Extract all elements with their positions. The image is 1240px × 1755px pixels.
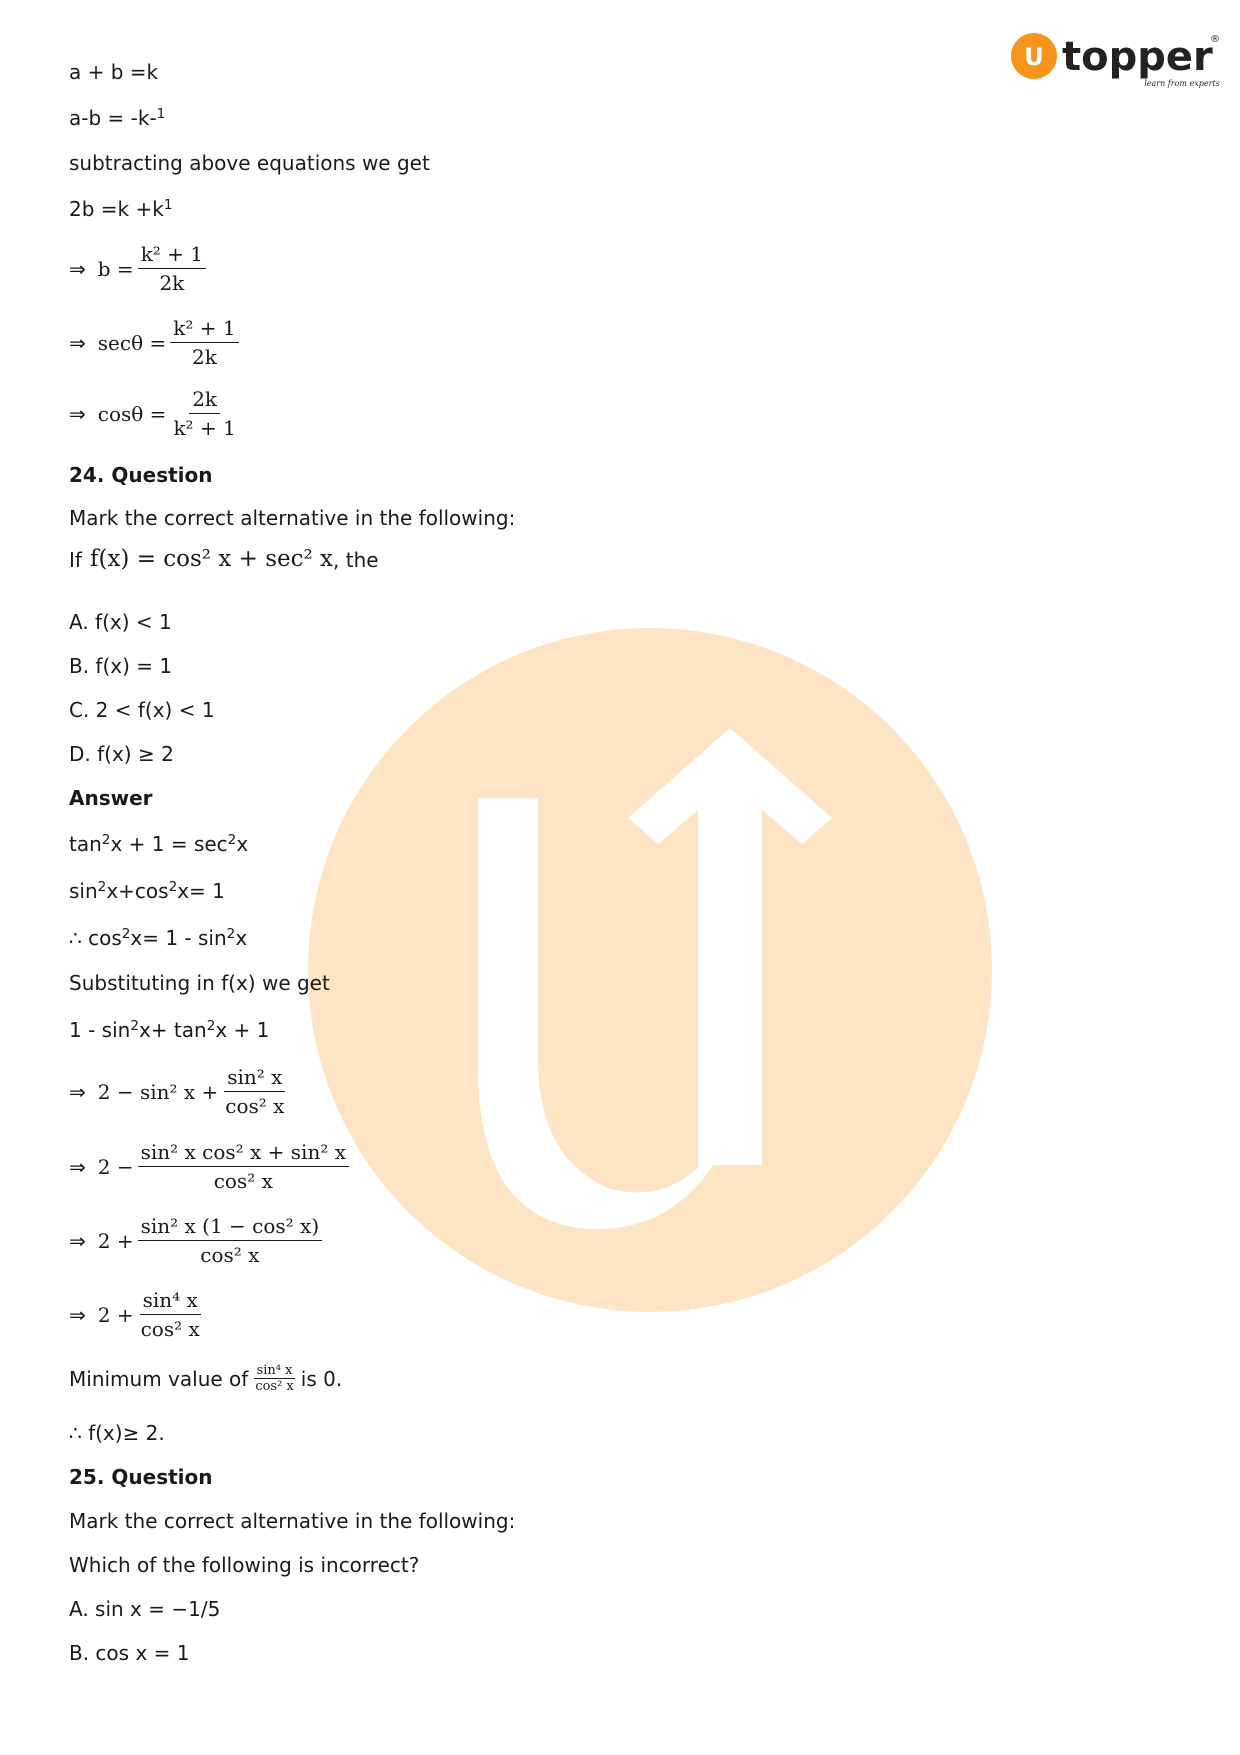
identity-tan: $\tan^2x + 1 = \sec^2x$ — [69, 831, 249, 856]
option-b: B. f(x) = 1 — [69, 654, 173, 678]
question-25-option-a: A. sin x = −1/5 — [69, 1597, 221, 1621]
answer-heading: Answer — [69, 786, 153, 810]
subtract-text: subtracting above equations we get — [69, 151, 430, 175]
registered-mark: ® — [1210, 34, 1220, 45]
step-1: ⇒ 2 − sin² x + $\frac{\text{sin² x}}{\text{cos² x}}$ — [69, 1065, 285, 1118]
question-24-prompt: Mark the correct alternative in the following: — [69, 506, 516, 530]
identity-sin-cos: $\sin^2x+\cos^2x= 1$ — [69, 878, 225, 903]
equation-2b: $2b =k +k^1$ — [69, 196, 173, 221]
math-sec: ⇒ secθ = $\frac{\text{k² + 1}}{2k}$ — [69, 318, 243, 367]
question-24-title: 24. Question — [69, 463, 213, 487]
step-3: ⇒ 2 + $\frac{\text{sin² x (1 − cos² x)}}{\text{cos² x}}$ — [69, 1216, 326, 1265]
svg-text:U: U — [1024, 43, 1044, 71]
step-4: ⇒ 2 + $\frac{\text{sin⁴ x}}{\text{cos² x}}$ — [69, 1288, 200, 1341]
watermark-logo — [308, 628, 992, 1312]
step-2: ⇒ 2 − $\frac{\text{sin² x cos² x + sin² x}}{\text{cos² x}}$ — [69, 1142, 353, 1191]
conclusion: ∴ f(x)≥ 2. — [69, 1421, 165, 1445]
question-25-question: Which of the following is incorrect? — [69, 1553, 420, 1577]
minimum-value-line: Minimum value of $\frac{\text{sin⁴ x}}{\text{cos² x}}$ is 0. — [69, 1363, 343, 1394]
substituted-expression: $1 - \sin^2x+ \tan^2x + 1$ — [69, 1017, 270, 1042]
math-b: ⇒ b = $\frac{\text{k² + 1}}{2k}$ — [69, 244, 210, 293]
equation-sum: a + b =k — [69, 60, 159, 84]
identity-cos-derived: ∴ $\cos^2x= 1 - \sin^2x$ — [69, 925, 248, 950]
equation-difference: a-b = -k-$^1$ — [69, 105, 166, 130]
brand-tagline: learn from experts — [1144, 79, 1220, 88]
option-a: A. f(x) < 1 — [69, 610, 172, 634]
question-25-title: 25. Question — [69, 1465, 213, 1489]
question-25-prompt: Mark the correct alternative in the following: — [69, 1509, 516, 1533]
math-cos: ⇒ cosθ = $\frac{2k}{\text{k² + 1}}$ — [69, 387, 236, 440]
option-c: C. 2 < f(x) < 1 — [69, 698, 215, 722]
option-d: D. f(x) ≥ 2 — [69, 742, 174, 766]
brand-name: topper — [1062, 34, 1213, 80]
substituting-text: Substituting in f(x) we get — [69, 971, 330, 995]
topper-logo — [1010, 28, 1220, 92]
question-25-option-b: B. cos x = 1 — [69, 1641, 190, 1665]
question-24-statement: If f(x) = cos² x + sec² x , the — [69, 546, 379, 572]
